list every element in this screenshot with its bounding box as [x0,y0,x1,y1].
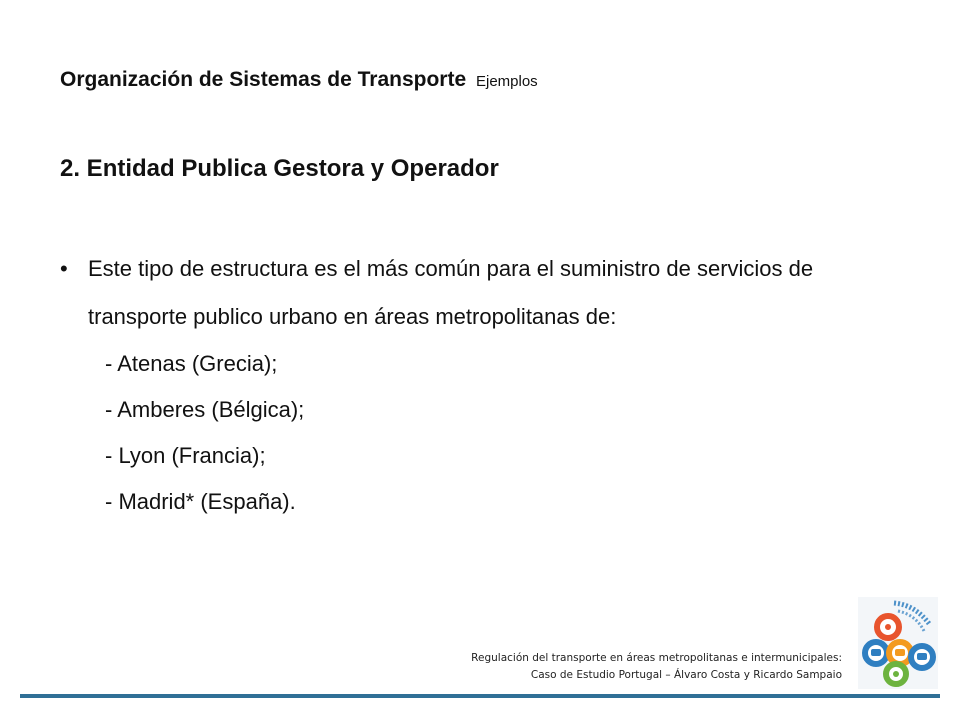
header-title: Organización de Sistemas de Transporte [60,68,467,91]
list-item: - Amberes (Bélgica); [105,397,305,422]
section-heading: 2. Entidad Publica Gestora y Operador [60,155,499,182]
footer-rule [20,694,940,698]
bullet-text: Este tipo de estructura es el más común para el suministro de servicios de transporte publico urbano en áreas metropolitanas de: [88,256,814,329]
bullet-marker: • [60,256,68,281]
logo-graphic [858,597,938,689]
bullet-item [60,245,920,341]
list-item: - Madrid* (España). [105,489,296,514]
footer-line-2: Caso de Estudio Portugal – Álvaro Costa y Ricardo Sampaio [530,669,842,681]
footer-line-1: Regulación del transporte en áreas metropolitanas e intermunicipales: [471,652,842,664]
footer-citation [471,650,842,684]
list-item: - Atenas (Grecia); [105,351,278,376]
header-subtitle: Ejemplos [475,73,538,90]
content-body [60,245,920,525]
slide-header [60,68,538,92]
city-list [60,341,920,525]
list-item: - Lyon (Francia); [105,443,266,468]
congress-logo-icon [858,597,938,689]
